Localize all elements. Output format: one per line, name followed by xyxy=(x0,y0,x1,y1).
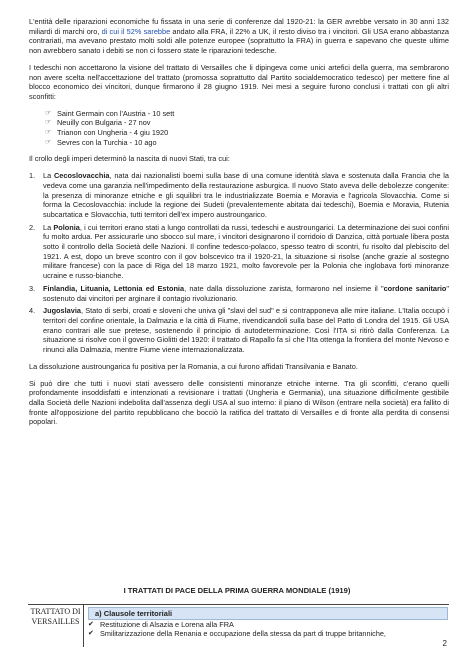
table-title: I TRATTATI DI PACE DELLA PRIMA GUERRA MONDIALE (1919) xyxy=(123,586,351,595)
item-number: 1. xyxy=(29,171,36,181)
paragraph-romania: La dissoluzione austroungarica fu positiva per la Romania, a cui furono affidati Transilvania e Banato. xyxy=(29,361,358,371)
text-run: andato alla FRA, il 22% a UK, il resto diviso tra i vincitori. Gli USA erano abbastanza contrariati, ma avevano prestato molti soldi alle potenze europee (soprattutto la FRA) in guerra e sapevano che queste ultime non avrebbero sanato i debiti se non ci fossero state le riparazioni tedesche. xyxy=(29,26,449,56)
list-item xyxy=(29,306,449,355)
check-icon: ✔ xyxy=(88,620,94,628)
list-item-label: Saint Germain con l'Austria - 10 sett xyxy=(57,108,175,118)
pointing-hand-icon: ☞ xyxy=(45,137,52,146)
table-content xyxy=(88,607,448,639)
treaty-list xyxy=(45,109,449,148)
text-run: , i cui territori erano stati a lungo controllati da russi, tedeschi e austroungarici. La determinazione dei suoi confini fu molto ardua. Per assicurarle uno sbocco sul mare, i vincitori designarono il corridoio di Danzica, città portuale libera posta sotto il controllo della Società delle Nazioni. Il confine tedesco-polacco, spesso teatro di scontri, fu risolto dal plebiscito del 1921. A est, dopo un breve scontro con il gov bolscevico tra il 1920-21, la situazione si risolse (anche grazie al sostegno militare francese) con la pace di Riga del 18 marzo 1921, molto favorevole per la Polonia che inglobava forti minoranze ucraine e russo-bianche. xyxy=(43,222,449,281)
paragraph-versailles: I tedeschi non accettarono la visione del trattato di Versailles che li dipingeva come unici artefici della guerra, ma sembrarono non avere scelta nell'accettazione del trattato (promossa soprattutto dal Partito socialdemocratico tedesco) per mettere fine al blocco economico dei vincitori, dunque firmarono il 28 giugno 1919. Nei mesi a seguire furono conclusi i trattati con gli altri sconfitti: xyxy=(29,62,449,101)
row-text: Smilitarizzazione della Renania e occupazione della stessa da part di truppe britanniche, xyxy=(100,629,386,639)
table-row-header: TRATTATO DI VERSAILLES xyxy=(28,605,84,647)
text-run: , Stato di serbi, croati e sloveni che univa gli "slavi del sud" e si contrapponeva alle mire italiane. L'Italia occupò i territori del confine orientale, la Dalmazia e la città di Fiume, rivendicandoli sulla base del Patto di Londra del 1915. Gli USA erano contrari alle sue pretese, sostenendo il principio di autodeterminazione. Così l'ITA si ritirò dalla Conferenza. La situazione si risolve con il governo Giolitti del 1920: il trattato di Rapallo fa sì che l'Ita ottenga la frontiera del monte Nevoso e rinunci alla Dalmazia, mentre Fiume viene internazionalizzata. xyxy=(43,306,449,355)
document-body xyxy=(29,17,449,434)
row-text: Restituzione di Alsazia e Lorena alla FRA xyxy=(100,620,234,629)
item-text xyxy=(43,284,449,303)
item-number: 2. xyxy=(29,222,36,232)
list-item-label: Trianon con Ungheria - 4 giu 1920 xyxy=(57,128,169,138)
list-item xyxy=(29,171,449,220)
section-heading: a) Clausole territoriali xyxy=(88,607,448,620)
page-number: 2 xyxy=(442,639,447,648)
check-icon: ✔ xyxy=(88,629,94,638)
list-item xyxy=(45,118,449,128)
item-text xyxy=(43,171,449,220)
state-name: Cecoslovacchia xyxy=(53,171,110,181)
text-run: , nata dai nazionalisti boemi sulla base di una comune identità slava e sostenuta dalla Francia che la vedeva come una garanzia nell'impedimento della restaurazione asburgica. Il nuovo Stato aveva delle debolezze congenite: la presenza di minoranze etniche e gli squilibri tra le industrializzate Boemia e Moravia e l'agricola Slovacchia. Come si forma la Cecoslovacchia: include la regione dei Sudeti (prevalentemente abitata dai tedeschi), Boemia e Moravia, Rutenia subcartatica e Slovacchia, tutti territori dell'ex impero austroungarico. xyxy=(43,171,449,219)
pointing-hand-icon: ☞ xyxy=(45,108,52,117)
list-item xyxy=(29,284,449,303)
pointing-hand-icon: ☞ xyxy=(45,128,52,137)
text-run: La xyxy=(43,171,54,181)
item-number: 3. xyxy=(29,283,36,293)
item-text xyxy=(43,306,449,355)
paragraph-new-states-intro: Il crollo degli imperi determinò la nascita di nuovi Stati, tra cui: xyxy=(29,154,230,164)
text-run: L'entità delle riparazioni economiche fu fissata in una serie di conferenze dal 1920-21: la GER avrebbe versato in 30 anni 132 miliardi di marchi oro, xyxy=(29,17,449,36)
table-row xyxy=(88,620,448,629)
list-item xyxy=(45,128,449,138)
list-item xyxy=(45,109,449,119)
item-number: 4. xyxy=(29,306,36,316)
text-run: , nate dalla dissoluzione zarista, formarono nel insieme il "cordone sanitario" sostenuto dai vincitori per arginare il contagio rivoluzionario. xyxy=(43,283,450,303)
list-item xyxy=(29,223,449,281)
treaties-table xyxy=(28,604,449,645)
text-run: La xyxy=(43,222,54,232)
list-item-label: Sevres con la Turchia - 10 ago xyxy=(57,137,157,147)
highlighted-text: di cui il 52% sarebbe xyxy=(101,26,171,36)
new-states-list xyxy=(29,171,449,355)
table-row xyxy=(88,629,448,638)
state-name: Polonia xyxy=(53,222,80,232)
state-name: Finlandia, Lituania, Lettonia ed Estonia xyxy=(43,283,185,293)
paragraph-reparations xyxy=(29,17,449,56)
paragraph-minorities: Si può dire che tutti i nuovi stati avessero delle consistenti minoranze etniche interne. Tra gli sconfitti, c'erano quelli profondamente insoddisfatti e intenzionati a revisionare i trattati (Ungheria e Germania), una situazione difficilmente gestibile dalla Società delle Nazioni indebolita dall'assenza degli USA al suo interno: il piano di Wilson (entrare nella società) era fallito di fronte all'opposizione del partito repubblicano che bocciò la ratifica del trattato di Versailles e di fronte alla perdita di consensi popolari. xyxy=(29,378,449,427)
emphasis: cordone sanitario xyxy=(383,283,447,293)
item-text xyxy=(43,223,449,281)
list-item-label: Neuilly con Bulgaria - 27 nov xyxy=(57,118,151,128)
pointing-hand-icon: ☞ xyxy=(45,118,52,127)
list-item xyxy=(45,138,449,148)
state-name: Jugoslavia xyxy=(43,306,81,316)
